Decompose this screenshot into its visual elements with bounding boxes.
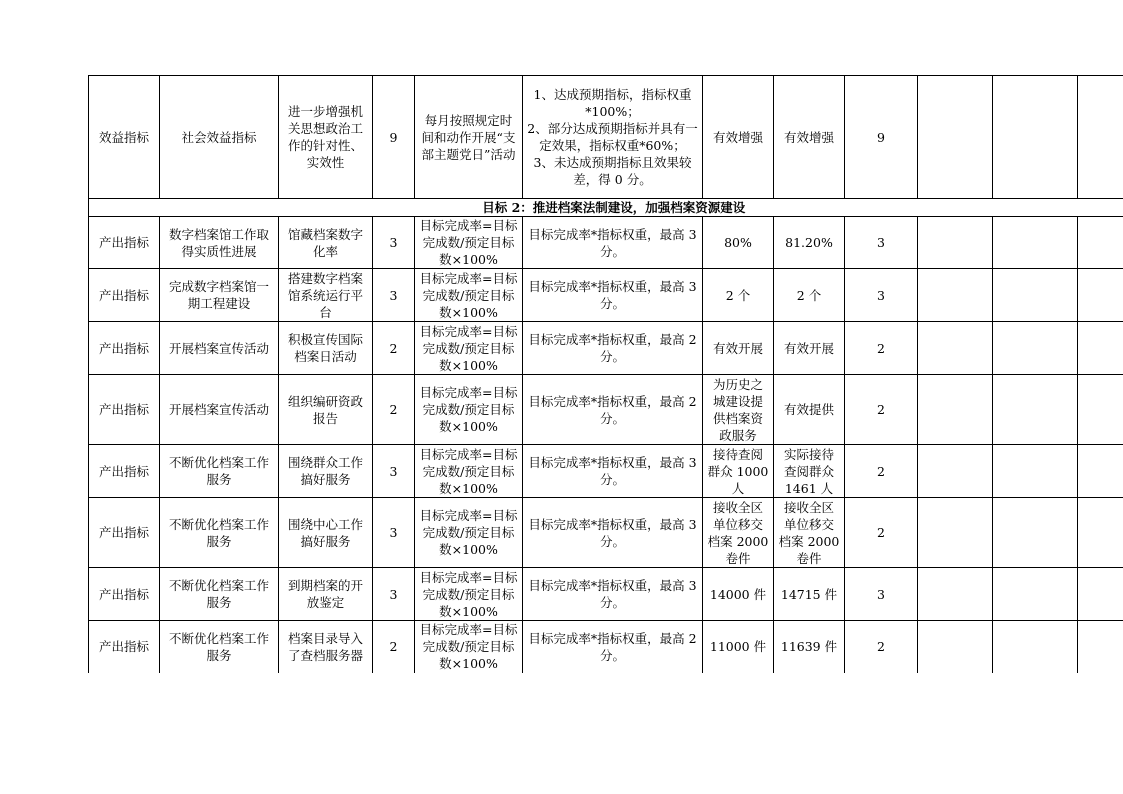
score-cell: 2: [845, 322, 918, 375]
empty-cell: [1078, 76, 1123, 199]
sub-indicator-cell: 完成数字档案馆一期工程建设: [160, 269, 279, 322]
indicator-cell: 馆藏档案数字化率: [279, 217, 373, 269]
scoring-line: 1、达成预期指标，指标权重*100%；: [533, 87, 692, 119]
indicator-cell: 组织编研资政报告: [279, 375, 373, 445]
actual-cell: 81.20%: [774, 217, 845, 269]
score-cell: 3: [845, 568, 918, 621]
empty-cell: [918, 76, 993, 199]
sub-indicator-cell: 不断优化档案工作服务: [160, 445, 279, 498]
table-row: [89, 445, 1123, 498]
empty-cell: [1078, 445, 1123, 498]
scoring-cell: 目标完成率*指标权重，最高 2 分。: [523, 621, 703, 673]
target-cell: 11000 件: [703, 621, 774, 673]
empty-cell: [918, 217, 993, 269]
weight-cell: 3: [373, 498, 415, 568]
indicator-cell: 搭建数字档案馆系统运行平台: [279, 269, 373, 322]
weight-cell: 3: [373, 217, 415, 269]
empty-cell: [993, 269, 1078, 322]
scoring-cell: 目标完成率*指标权重，最高 2 分。: [523, 322, 703, 375]
indicator-cell: 积极宣传国际档案日活动: [279, 322, 373, 375]
actual-cell: 有效提供: [774, 375, 845, 445]
indicator-cell: 围绕中心工作搞好服务: [279, 498, 373, 568]
empty-cell: [1078, 375, 1123, 445]
indicator-cell: 围绕群众工作搞好服务: [279, 445, 373, 498]
target-cell: 14000 件: [703, 568, 774, 621]
category-cell: 效益指标: [89, 76, 160, 199]
empty-cell: [918, 322, 993, 375]
weight-cell: 3: [373, 269, 415, 322]
score-cell: 2: [845, 621, 918, 673]
actual-cell: 有效增强: [774, 76, 845, 199]
category-cell: 产出指标: [89, 269, 160, 322]
method-cell: 目标完成率=目标完成数/预定目标数×100%: [415, 498, 523, 568]
sub-indicator-cell: 开展档案宣传活动: [160, 322, 279, 375]
scoring-line: 3、未达成预期指标且效果较差，得 0 分。: [533, 155, 692, 187]
actual-cell: 实际接待查阅群众 1461 人: [774, 445, 845, 498]
sub-indicator-cell: 不断优化档案工作服务: [160, 621, 279, 673]
sub-indicator-cell: 数字档案馆工作取得实质性进展: [160, 217, 279, 269]
empty-cell: [918, 621, 993, 673]
empty-cell: [918, 269, 993, 322]
method-cell: 目标完成率=目标完成数/预定目标数×100%: [415, 217, 523, 269]
table-row: [89, 375, 1123, 445]
scoring-cell: 目标完成率*指标权重，最高 3 分。: [523, 217, 703, 269]
scoring-cell: 目标完成率*指标权重，最高 3 分。: [523, 498, 703, 568]
weight-cell: 3: [373, 568, 415, 621]
indicator-cell: 进一步增强机关思想政治工作的针对性、实效性: [279, 76, 373, 199]
score-cell: 2: [845, 375, 918, 445]
method-cell: 目标完成率=目标完成数/预定目标数×100%: [415, 445, 523, 498]
category-cell: 产出指标: [89, 568, 160, 621]
category-cell: 产出指标: [89, 322, 160, 375]
empty-cell: [993, 568, 1078, 621]
score-cell: 3: [845, 217, 918, 269]
category-cell: 产出指标: [89, 621, 160, 673]
empty-cell: [993, 445, 1078, 498]
performance-table: [88, 75, 1123, 673]
scoring-cell: 目标完成率*指标权重，最高 3 分。: [523, 568, 703, 621]
scoring-cell: 目标完成率*指标权重，最高 2 分。: [523, 375, 703, 445]
table-row: [89, 568, 1123, 621]
table-row: [89, 322, 1123, 375]
category-cell: 产出指标: [89, 217, 160, 269]
target-cell: 有效增强: [703, 76, 774, 199]
empty-cell: [993, 322, 1078, 375]
empty-cell: [993, 621, 1078, 673]
rows-body: [89, 217, 1123, 673]
empty-cell: [993, 498, 1078, 568]
empty-cell: [1078, 568, 1123, 621]
actual-cell: 接收全区单位移交档案 2000 卷件: [774, 498, 845, 568]
weight-cell: 3: [373, 445, 415, 498]
category-cell: 产出指标: [89, 445, 160, 498]
actual-cell: 11639 件: [774, 621, 845, 673]
actual-cell: 2 个: [774, 269, 845, 322]
empty-cell: [993, 375, 1078, 445]
weight-cell: 2: [373, 375, 415, 445]
category-cell: 产出指标: [89, 498, 160, 568]
score-cell: 2: [845, 445, 918, 498]
method-cell: 目标完成率=目标完成数/预定目标数×100%: [415, 568, 523, 621]
table-row: [89, 498, 1123, 568]
empty-cell: [1078, 269, 1123, 322]
sub-indicator-cell: 社会效益指标: [160, 76, 279, 199]
score-cell: 2: [845, 498, 918, 568]
actual-cell: 14715 件: [774, 568, 845, 621]
sub-indicator-cell: 不断优化档案工作服务: [160, 568, 279, 621]
method-cell: 目标完成率=目标完成数/预定目标数×100%: [415, 621, 523, 673]
scoring-cell: [523, 76, 703, 199]
empty-cell: [918, 498, 993, 568]
target-cell: 80%: [703, 217, 774, 269]
empty-cell: [1078, 498, 1123, 568]
actual-cell: 有效开展: [774, 322, 845, 375]
table-row: [89, 621, 1123, 673]
empty-cell: [993, 217, 1078, 269]
weight-cell: 9: [373, 76, 415, 199]
target-cell: 接收全区单位移交档案 2000 卷件: [703, 498, 774, 568]
weight-cell: 2: [373, 322, 415, 375]
method-cell: 目标完成率=目标完成数/预定目标数×100%: [415, 269, 523, 322]
target-cell: 有效开展: [703, 322, 774, 375]
method-cell: 每月按照规定时间和动作开展“支部主题党日”活动: [415, 76, 523, 199]
table-row: [89, 76, 1123, 199]
target-cell: 2 个: [703, 269, 774, 322]
empty-cell: [918, 375, 993, 445]
score-cell: 9: [845, 76, 918, 199]
empty-cell: [918, 568, 993, 621]
category-cell: 产出指标: [89, 375, 160, 445]
empty-cell: [1078, 322, 1123, 375]
empty-cell: [1078, 217, 1123, 269]
section-row: [89, 199, 1123, 217]
method-cell: 目标完成率=目标完成数/预定目标数×100%: [415, 322, 523, 375]
method-cell: 目标完成率=目标完成数/预定目标数×100%: [415, 375, 523, 445]
weight-cell: 2: [373, 621, 415, 673]
empty-cell: [918, 445, 993, 498]
scoring-cell: 目标完成率*指标权重，最高 3 分。: [523, 269, 703, 322]
scoring-cell: 目标完成率*指标权重，最高 3 分。: [523, 445, 703, 498]
indicator-cell: 到期档案的开放鉴定: [279, 568, 373, 621]
target-cell: 接待查阅群众 1000 人: [703, 445, 774, 498]
empty-cell: [1078, 621, 1123, 673]
target-cell: 为历史之城建设提供档案资政服务: [703, 375, 774, 445]
table-row: [89, 269, 1123, 322]
scoring-line: 2、部分达成预期指标并具有一定效果，指标权重*60%；: [527, 121, 698, 153]
sub-indicator-cell: 不断优化档案工作服务: [160, 498, 279, 568]
section-title: 目标 2：推进档案法制建设，加强档案资源建设: [89, 199, 1123, 217]
table-row: [89, 217, 1123, 269]
empty-cell: [993, 76, 1078, 199]
indicator-cell: 档案目录导入了查档服务器: [279, 621, 373, 673]
sub-indicator-cell: 开展档案宣传活动: [160, 375, 279, 445]
score-cell: 3: [845, 269, 918, 322]
